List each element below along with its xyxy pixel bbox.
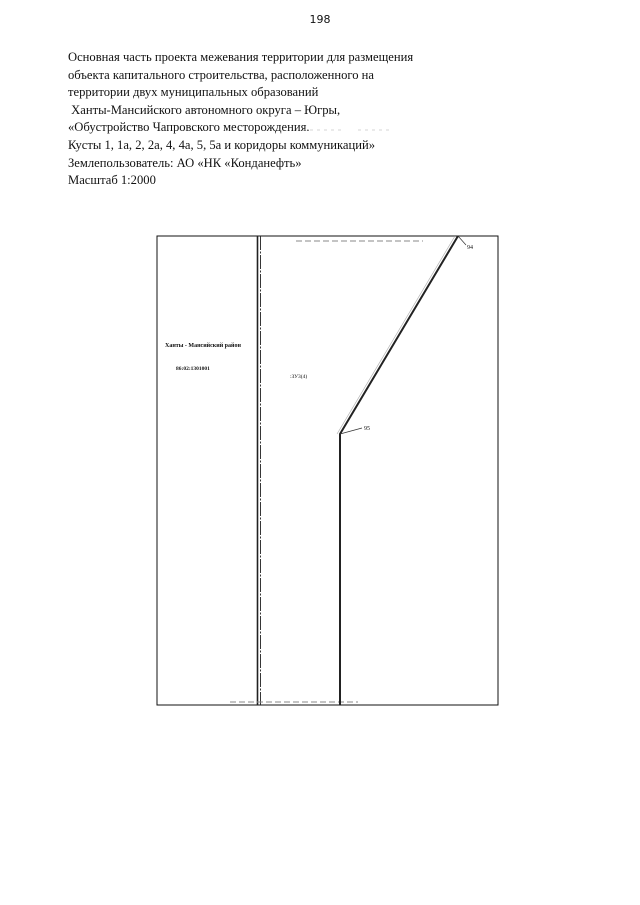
header-line: Основная часть проекта межевания территории для размещения	[68, 50, 414, 64]
header-line: Землепользователь: АО «НК «Конданефть»	[68, 155, 302, 170]
point-94-leader	[458, 236, 466, 245]
header-line: Кусты 1, 1а, 2, 2а, 4, 4а, 5, 5а и коридоры коммуникаций»	[68, 137, 376, 152]
parcel-boundary-inner	[337, 236, 455, 434]
parcel-label: :ЗУ3(4)	[290, 374, 308, 380]
header-line: «Обустройство Чапровского месторождения.	[68, 120, 310, 135]
map-frame	[157, 236, 498, 705]
header-line: территории двух муниципальных образований	[68, 85, 319, 100]
header-line: Ханты-Мансийского автономного округа – Югры,	[68, 102, 341, 117]
point-95-label: 95	[364, 426, 370, 432]
point-94-label: 94	[467, 245, 473, 251]
district-boundary	[258, 236, 261, 705]
header-line: объекта капитального строительства, расположенного на	[68, 67, 374, 82]
cadastral-quarter-label: 86:02:1301001	[176, 366, 210, 372]
district-label: Ханты - Мансийский район	[165, 343, 241, 349]
page-number: 198	[309, 13, 331, 26]
header-line: Масштаб 1:2000	[68, 173, 156, 188]
parcel-boundary	[340, 236, 458, 705]
